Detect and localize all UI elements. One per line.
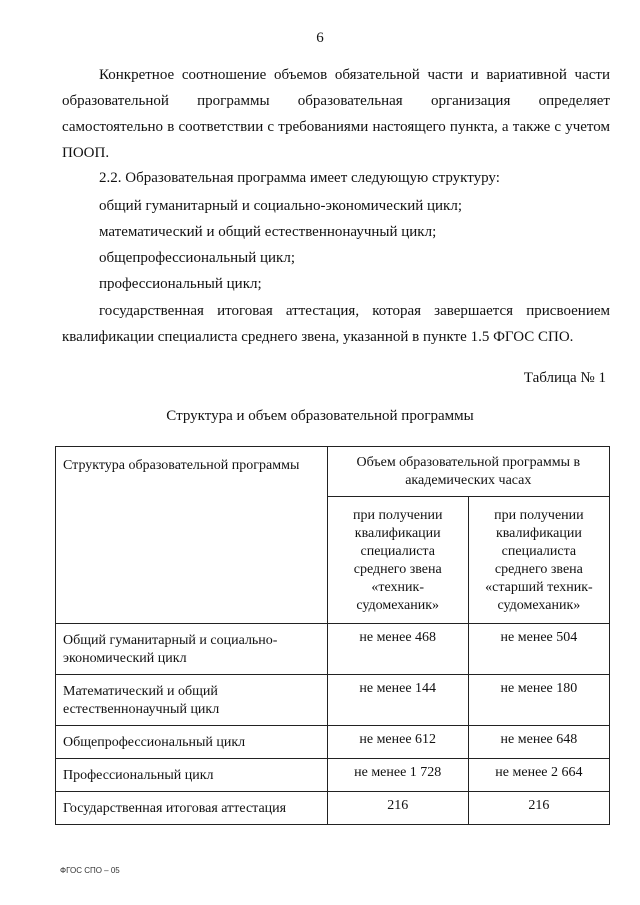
row-value-technician: не менее 144 (327, 675, 468, 726)
table-header-row (56, 447, 610, 497)
row-name: Профессиональный цикл (56, 759, 328, 792)
footer-code: ФГОС СПО – 05 (60, 866, 120, 875)
row-name: Математический и общий естественнонаучный цикл (56, 675, 328, 726)
paragraph-line: ПООП. (62, 145, 110, 161)
table-row (56, 759, 610, 792)
table-row (56, 624, 610, 675)
row-value-technician: 216 (327, 792, 468, 825)
paragraph-attestation (62, 298, 610, 350)
table-row (56, 675, 610, 726)
paragraph-line: образовательной программы образовательная организация определяет (62, 93, 610, 109)
list-item: общий гуманитарный и социально-экономический цикл; (99, 198, 462, 214)
row-value-senior: не менее 504 (468, 624, 609, 675)
row-value-senior: не менее 180 (468, 675, 609, 726)
list-item: профессиональный цикл; (99, 276, 262, 292)
row-value-technician: не менее 468 (327, 624, 468, 675)
header-structure: Структура образовательной программы (56, 447, 328, 624)
table-row (56, 792, 610, 825)
row-name: Государственная итоговая аттестация (56, 792, 328, 825)
table-row (56, 726, 610, 759)
row-name: Общий гуманитарный и социально-экономический цикл (56, 624, 328, 675)
subheader-senior-technician: при получении квалификации специалиста среднего звена «старший техник-судомеханик» (468, 497, 609, 624)
page-number: 6 (316, 30, 324, 46)
row-value-senior: не менее 648 (468, 726, 609, 759)
list-item: общепрофессиональный цикл; (99, 250, 295, 266)
header-volume: Объем образовательной программы в академических часах (327, 447, 609, 497)
subheader-technician: при получении квалификации специалиста среднего звена «техник-судомеханик» (327, 497, 468, 624)
paragraph-line: самостоятельно в соответствии с требованиями настоящего пункта, а также с учетом (62, 119, 610, 135)
paragraph-line: Конкретное соотношение объемов обязательной части и вариативной части (99, 67, 610, 83)
list-item: математический и общий естественнонаучный цикл; (99, 224, 437, 240)
row-value-senior: не менее 2 664 (468, 759, 609, 792)
paragraph-ratio (62, 62, 610, 166)
paragraph-line: квалификации специалиста среднего звена, указанной в пункте 1.5 ФГОС СПО. (62, 329, 574, 345)
row-value-senior: 216 (468, 792, 609, 825)
structure-table (55, 446, 610, 825)
table-title: Структура и объем образовательной программы (166, 408, 474, 424)
row-name: Общепрофессиональный цикл (56, 726, 328, 759)
table-label: Таблица № 1 (523, 370, 606, 386)
row-value-technician: не менее 612 (327, 726, 468, 759)
paragraph-line: государственная итоговая аттестация, которая завершается присвоением (99, 303, 610, 319)
row-value-technician: не менее 1 728 (327, 759, 468, 792)
paragraph-structure-intro: 2.2. Образовательная программа имеет следующую структуру: (99, 170, 500, 186)
